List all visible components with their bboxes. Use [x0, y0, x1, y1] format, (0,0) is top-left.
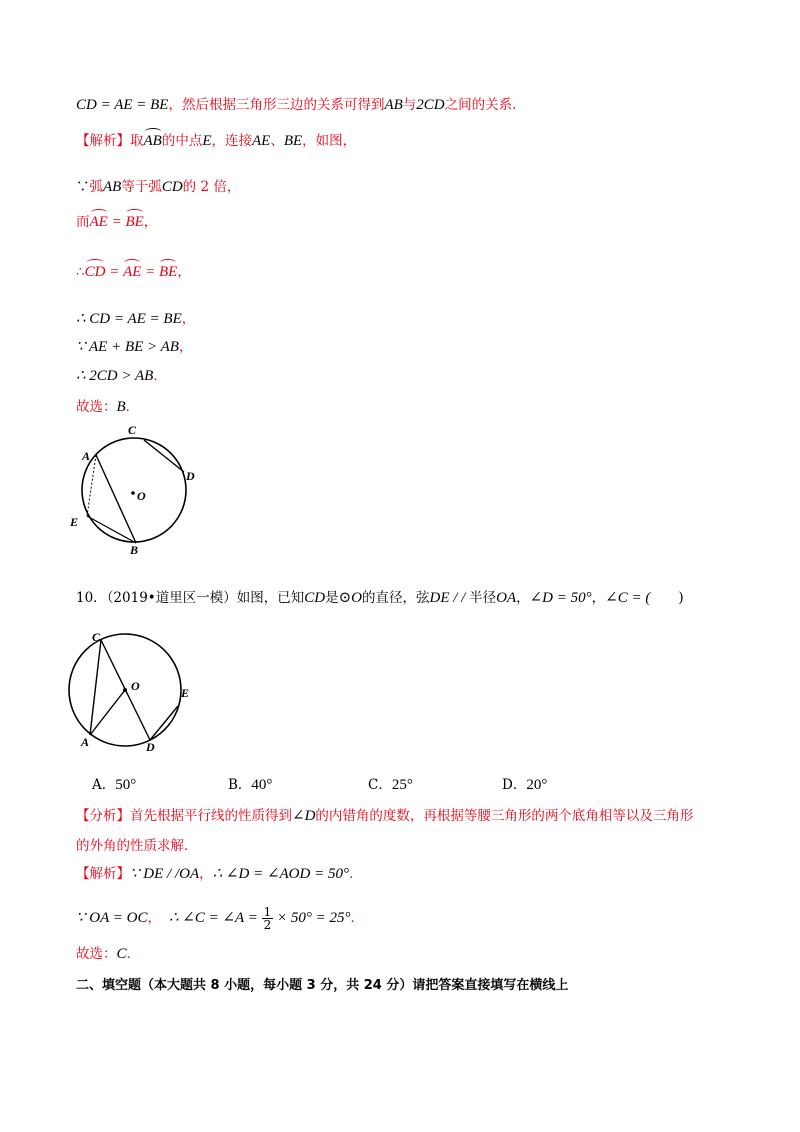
conclusion-line	[76, 366, 167, 386]
answer-letter: B	[116, 399, 126, 415]
text: ．	[153, 368, 167, 384]
text: ，	[177, 264, 191, 280]
text: 的 2 倍，	[182, 179, 241, 195]
text: 、	[270, 133, 284, 149]
text: ，连接	[211, 133, 252, 149]
text: ，	[181, 311, 196, 327]
text: ，	[147, 910, 161, 926]
label-c: C	[92, 630, 101, 644]
text: ，	[143, 214, 158, 230]
equals: =	[141, 264, 160, 280]
math-be: BE	[283, 133, 303, 149]
arc-ae: AE	[123, 264, 142, 280]
option-letter: D．	[502, 777, 527, 793]
math-oa: OA	[496, 590, 517, 606]
analysis-tag: 【分析】	[76, 808, 130, 824]
option-c[interactable]	[368, 773, 413, 794]
question-number: 10．	[76, 590, 107, 606]
label-c: C	[128, 423, 137, 437]
fraction-denominator: 2	[263, 918, 272, 932]
option-value: 20°	[526, 777, 548, 793]
arc-cd: CD	[84, 264, 106, 280]
math-ae: AE	[252, 133, 271, 149]
section-heading: 二、填空题（本大题共 8 小题，每小题 3 分，共 24 分）请把答案直接填写在横线上	[76, 978, 569, 993]
math-statement: ∴ CD = AE = BE	[76, 311, 182, 327]
close-paren: )	[678, 590, 684, 606]
solution-tag: 【解析】	[76, 133, 130, 149]
text: 而	[76, 214, 90, 230]
math-angle-d: ∠D	[292, 808, 316, 824]
label-e: E	[181, 686, 190, 700]
therefore-chords-line	[76, 309, 195, 329]
label-a: A	[82, 449, 91, 463]
text: ，然后根据三角形三边的关系可得到	[168, 97, 385, 113]
text: 的内错角的度数，再根据等腰三角形的两个底角相等以及三角形	[315, 808, 694, 824]
solution-intro-line	[76, 131, 356, 151]
analysis-line-2	[76, 836, 198, 856]
text: 首先根据平行线的性质得到	[130, 808, 292, 824]
equals: =	[107, 214, 126, 230]
text: 如图，已知	[236, 590, 305, 606]
math-cd: CD	[304, 590, 326, 606]
option-d[interactable]	[502, 773, 547, 794]
fraction-one-half	[262, 906, 274, 931]
therefore-arcs-line	[76, 262, 191, 282]
math-statement: ∵ DE / /OA	[130, 866, 200, 882]
solution-line-2	[76, 904, 364, 932]
text: 是	[325, 590, 339, 606]
text: ，如图，	[302, 133, 357, 149]
text: 与	[402, 97, 417, 113]
text: ．	[125, 399, 140, 415]
math-2cd: 2CD	[416, 97, 445, 113]
math-statement: ∴ ∠D = ∠AOD = 50°	[212, 866, 349, 882]
arc-be: BE	[125, 214, 144, 230]
analysis-line-1	[76, 806, 693, 826]
option-letter: A．	[92, 777, 116, 793]
option-letter: C．	[368, 777, 392, 793]
and-arc-line	[76, 212, 157, 232]
text: 的外角的性质求解．	[76, 838, 198, 854]
math-statement: ∴ ∠C = ∠A =	[168, 910, 262, 926]
text: ，	[516, 590, 530, 606]
label-d: D	[146, 740, 155, 754]
math-statement: ∵ OA = OC	[76, 910, 148, 926]
math-angle-c: ∠C = (	[605, 590, 651, 606]
option-value: 50°	[115, 777, 137, 793]
fraction-numerator: 1	[263, 905, 272, 919]
arc-ae: AE	[89, 214, 108, 230]
solution-tag: 【解析】	[76, 866, 130, 882]
option-a[interactable]	[92, 773, 136, 794]
because-symbol: ∵	[76, 179, 90, 195]
answer-line-1	[76, 397, 139, 417]
math-ab: AB	[103, 179, 122, 195]
math-e: E	[202, 133, 212, 149]
option-value: 40°	[251, 777, 273, 793]
text: 取	[130, 133, 144, 149]
math-statement: ∵ AE + BE > AB	[76, 339, 179, 355]
answer-options	[92, 773, 732, 795]
text: 之间的关系．	[444, 97, 526, 113]
equals: =	[105, 264, 124, 280]
label-o: O	[137, 489, 146, 503]
math-ab: AB	[384, 97, 403, 113]
text: 的中点	[161, 133, 203, 149]
text: 等于弧	[121, 179, 162, 195]
label-d: D	[186, 469, 195, 483]
therefore-symbol: ∴	[76, 264, 85, 280]
option-b[interactable]	[228, 773, 272, 794]
answer-letter: C	[116, 946, 127, 962]
math-de-parallel: DE / /	[429, 590, 470, 606]
analysis-continuation-line	[76, 95, 526, 115]
label-a: A	[81, 735, 90, 749]
label-e: E	[70, 515, 79, 529]
because-arc-line	[76, 177, 240, 197]
text: ，	[178, 339, 193, 355]
circle-figure-1	[66, 420, 206, 560]
math-cd-ae-be: CD = AE = BE	[76, 97, 169, 113]
text: ．	[126, 946, 141, 962]
solution-line-1	[76, 864, 362, 884]
text: ，	[199, 866, 213, 882]
text: ．	[350, 910, 364, 926]
answer-line-2	[76, 944, 140, 964]
text: 故选：	[76, 946, 117, 962]
circle-figure-2	[60, 628, 200, 758]
triangle-inequality-line	[76, 337, 192, 357]
text: 故选：	[76, 399, 117, 415]
text: ，	[591, 590, 606, 606]
text: 的直径，弦	[362, 590, 430, 606]
math-circle-o: ⊙O	[338, 590, 363, 606]
text: 弧	[89, 179, 103, 195]
question-source: （2019•道里区一模）	[106, 590, 237, 606]
text: ．	[348, 866, 363, 882]
text: 半径	[469, 590, 497, 606]
math-cd: CD	[161, 179, 183, 195]
option-letter: B．	[228, 777, 252, 793]
label-o: O	[131, 679, 140, 693]
option-value: 25°	[391, 777, 413, 793]
math-angle-d: ∠D = 50°	[529, 590, 592, 606]
arc-ab: AB	[143, 133, 162, 149]
math-statement: ∴ 2CD > AB	[76, 368, 154, 384]
arc-be: BE	[159, 264, 178, 280]
question-10	[76, 588, 684, 608]
label-b: B	[130, 543, 139, 557]
math-statement: × 50° = 25°	[273, 910, 351, 926]
